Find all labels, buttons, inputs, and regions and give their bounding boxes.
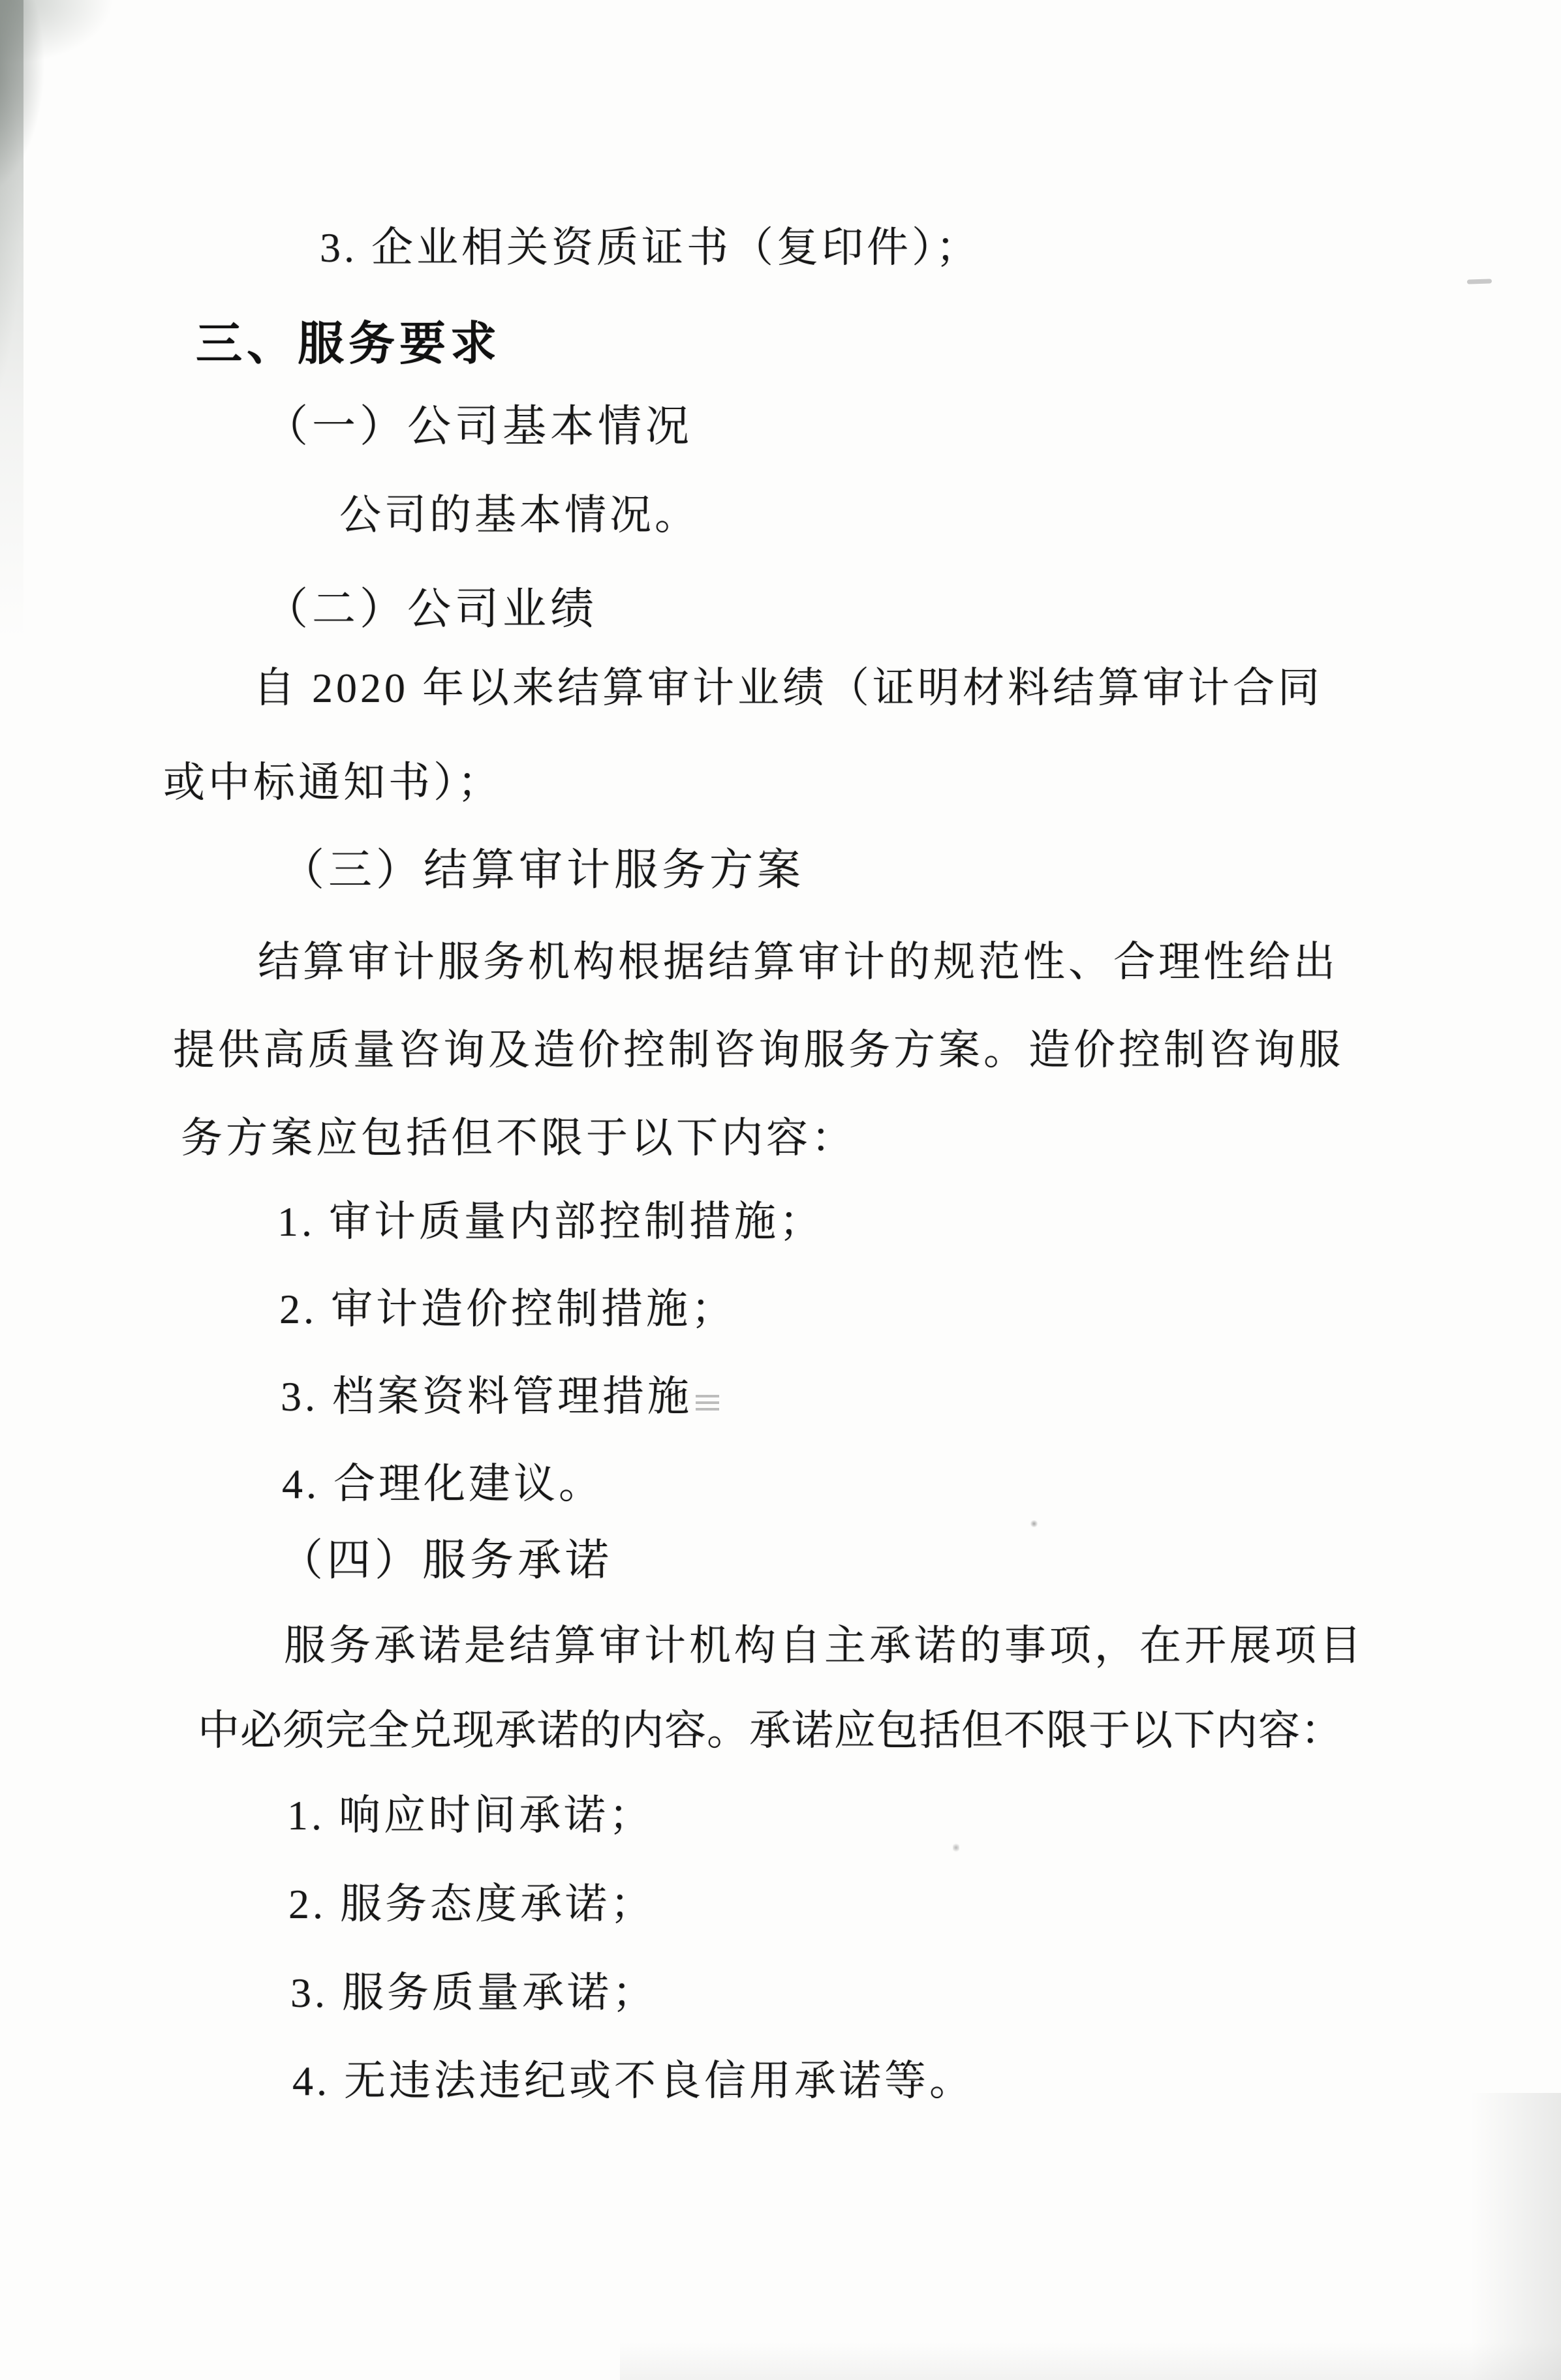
para-service-plan-line-2: 提供高质量咨询及造价控制咨询服务方案。造价控制咨询服: [173, 1027, 1344, 1073]
list-item-4-no-violations: 4. 无违法违纪或不良信用承诺等。: [292, 2058, 974, 2104]
list-item-4-rationalization-suggestions: 4. 合理化建议。: [282, 1461, 604, 1507]
list-item-1-audit-quality-control: 1. 审计质量内部控制措施；: [277, 1198, 824, 1245]
scan-artifact-speck: [953, 1842, 959, 1853]
list-item-1-response-time: 1. 响应时间承诺；: [287, 1792, 654, 1838]
scan-artifact-triple-line: [696, 1395, 719, 1411]
scan-artifact-dash: [1467, 279, 1492, 284]
para-performance-line-1: 自 2020 年以来结算审计业绩（证明材料结算审计合同: [253, 665, 1323, 711]
subheading-4-service-commitment: （四）服务承诺: [279, 1536, 613, 1585]
scan-shadow-top-left: [0, 0, 170, 496]
list-item-2-audit-cost-control: 2. 审计造价控制措施；: [279, 1286, 736, 1332]
para-commitment-line-1: 服务承诺是结算审计机构自主承诺的事项，在开展项目: [284, 1623, 1365, 1669]
list-item-2-service-attitude: 2. 服务态度承诺；: [288, 1881, 655, 1927]
subheading-1-company-basic-info: （一）公司基本情况: [264, 403, 693, 451]
scan-noise-bottom-band: [620, 2338, 1561, 2380]
para-performance-line-2: 或中标通知书）；: [163, 759, 502, 806]
list-item-3-archive-management: 3. 档案资料管理措施: [281, 1373, 692, 1420]
heading-section-3-service-requirements: 三、服务要求: [196, 316, 502, 371]
scan-noise-bottom-right: [1450, 2093, 1561, 2380]
para-service-plan-line-1: 结算审计服务机构根据结算审计的规范性、合理性给出: [258, 939, 1338, 985]
list-item-3-qualification-certificates: 3. 企业相关资质证书（复印件）；: [320, 224, 981, 271]
para-company-basic-info: 公司的基本情况。: [339, 492, 700, 538]
para-service-plan-line-3: 务方案应包括但不限于以下内容：: [181, 1115, 856, 1161]
scan-artifact-speck: [1030, 1520, 1038, 1527]
scan-streak-left-edge: [0, 0, 23, 639]
subheading-3-settlement-audit-service-plan: （三）结算审计服务方案: [281, 846, 805, 894]
para-commitment-line-2: 中必须完全兑现承诺的内容。承诺应包括但不限于以下内容：: [198, 1707, 1343, 1754]
subheading-2-company-performance: （二）公司业绩: [264, 585, 598, 633]
list-item-3-service-quality: 3. 服务质量承诺；: [290, 1970, 657, 2016]
